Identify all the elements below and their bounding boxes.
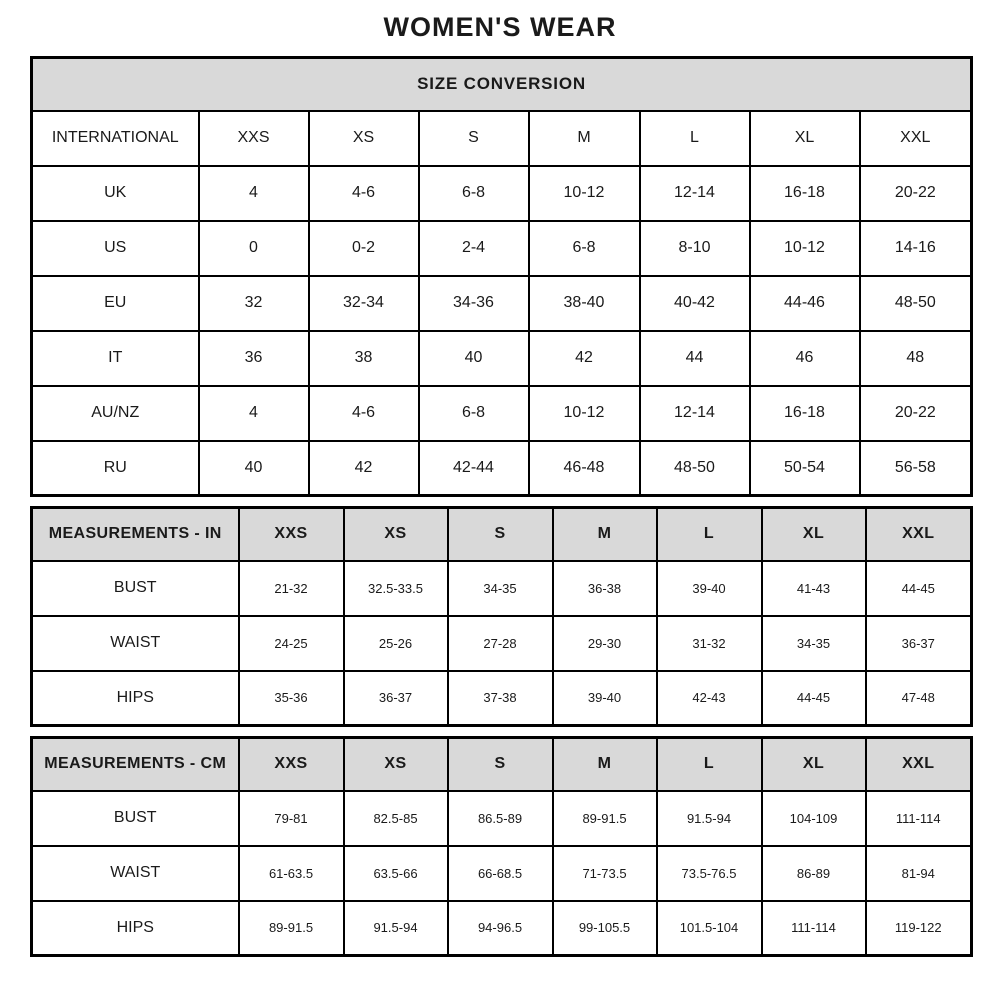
size-value-cell: 38 <box>309 331 419 386</box>
measurement-value-cell: 119-122 <box>866 901 972 956</box>
size-column-header: XL <box>762 508 866 561</box>
measurements-cm-table <box>30 736 973 957</box>
column-header-size: S <box>419 111 529 166</box>
size-value-cell: 42 <box>309 441 419 496</box>
measurements-in-row <box>32 561 972 616</box>
size-conversion-table <box>30 56 973 497</box>
size-conversion-header-row <box>32 58 972 111</box>
size-column-header: XXL <box>866 508 972 561</box>
measurement-label: WAIST <box>32 616 239 671</box>
column-header-size: XXS <box>199 111 309 166</box>
measurement-value-cell: 73.5-76.5 <box>657 846 762 901</box>
measurements-cm-row <box>32 846 972 901</box>
size-value-cell: 4-6 <box>309 166 419 221</box>
measurement-value-cell: 34-35 <box>762 616 866 671</box>
size-value-cell: 38-40 <box>529 276 640 331</box>
size-conversion-header: SIZE CONVERSION <box>32 58 972 111</box>
size-column-header: M <box>553 508 657 561</box>
size-value-cell: 40-42 <box>640 276 750 331</box>
size-column-header: XXS <box>239 738 344 791</box>
size-value-cell: 40 <box>419 331 529 386</box>
measurement-value-cell: 91.5-94 <box>344 901 448 956</box>
measurements-cm-row <box>32 791 972 846</box>
measurement-value-cell: 89-91.5 <box>239 901 344 956</box>
measurements-in-row <box>32 616 972 671</box>
size-value-cell: 46 <box>750 331 860 386</box>
measurement-value-cell: 61-63.5 <box>239 846 344 901</box>
measurement-value-cell: 32.5-33.5 <box>344 561 448 616</box>
measurement-value-cell: 41-43 <box>762 561 866 616</box>
measurement-value-cell: 36-38 <box>553 561 657 616</box>
size-value-cell: 10-12 <box>529 166 640 221</box>
measurement-value-cell: 31-32 <box>657 616 762 671</box>
size-value-cell: 10-12 <box>750 221 860 276</box>
measurement-value-cell: 35-36 <box>239 671 344 726</box>
measurement-value-cell: 39-40 <box>553 671 657 726</box>
measurement-value-cell: 63.5-66 <box>344 846 448 901</box>
measurement-value-cell: 91.5-94 <box>657 791 762 846</box>
size-value-cell: 10-12 <box>529 386 640 441</box>
size-value-cell: 0-2 <box>309 221 419 276</box>
size-column-header: XXL <box>866 738 972 791</box>
measurements-in-header: MEASUREMENTS - IN <box>32 508 239 561</box>
size-column-header: L <box>657 508 762 561</box>
measurement-value-cell: 101.5-104 <box>657 901 762 956</box>
size-value-cell: 32-34 <box>309 276 419 331</box>
measurement-value-cell: 34-35 <box>448 561 553 616</box>
size-conversion-columns-row <box>32 111 972 166</box>
size-column-header: XS <box>344 508 448 561</box>
measurements-cm-header: MEASUREMENTS - CM <box>32 738 239 791</box>
region-label: AU/NZ <box>32 386 199 441</box>
measurement-value-cell: 39-40 <box>657 561 762 616</box>
size-value-cell: 16-18 <box>750 386 860 441</box>
measurement-value-cell: 36-37 <box>866 616 972 671</box>
measurement-label: HIPS <box>32 671 239 726</box>
size-value-cell: 44 <box>640 331 750 386</box>
size-value-cell: 34-36 <box>419 276 529 331</box>
measurement-value-cell: 25-26 <box>344 616 448 671</box>
size-conversion-row <box>32 276 972 331</box>
measurement-value-cell: 89-91.5 <box>553 791 657 846</box>
measurement-value-cell: 99-105.5 <box>553 901 657 956</box>
column-header-size: XL <box>750 111 860 166</box>
measurement-label: HIPS <box>32 901 239 956</box>
measurement-label: BUST <box>32 791 239 846</box>
size-conversion-row <box>32 331 972 386</box>
measurement-label: BUST <box>32 561 239 616</box>
measurement-value-cell: 86.5-89 <box>448 791 553 846</box>
region-label: US <box>32 221 199 276</box>
column-header-size: L <box>640 111 750 166</box>
size-value-cell: 40 <box>199 441 309 496</box>
size-value-cell: 48-50 <box>860 276 972 331</box>
measurement-value-cell: 81-94 <box>866 846 972 901</box>
size-column-header: S <box>448 738 553 791</box>
size-value-cell: 42 <box>529 331 640 386</box>
measurement-value-cell: 104-109 <box>762 791 866 846</box>
size-value-cell: 4 <box>199 386 309 441</box>
size-value-cell: 36 <box>199 331 309 386</box>
measurements-cm-row <box>32 901 972 956</box>
measurement-value-cell: 24-25 <box>239 616 344 671</box>
size-value-cell: 4 <box>199 166 309 221</box>
measurement-value-cell: 44-45 <box>866 561 972 616</box>
measurement-value-cell: 27-28 <box>448 616 553 671</box>
size-value-cell: 20-22 <box>860 166 972 221</box>
region-label: RU <box>32 441 199 496</box>
size-column-header: S <box>448 508 553 561</box>
size-column-header: XL <box>762 738 866 791</box>
size-value-cell: 12-14 <box>640 166 750 221</box>
page-title: WOMEN'S WEAR <box>383 12 617 42</box>
measurements-in-row <box>32 671 972 726</box>
size-value-cell: 20-22 <box>860 386 972 441</box>
measurement-value-cell: 37-38 <box>448 671 553 726</box>
measurement-value-cell: 29-30 <box>553 616 657 671</box>
size-value-cell: 12-14 <box>640 386 750 441</box>
measurement-value-cell: 71-73.5 <box>553 846 657 901</box>
size-value-cell: 44-46 <box>750 276 860 331</box>
measurement-value-cell: 111-114 <box>866 791 972 846</box>
size-value-cell: 14-16 <box>860 221 972 276</box>
size-value-cell: 48-50 <box>640 441 750 496</box>
size-value-cell: 6-8 <box>419 386 529 441</box>
size-conversion-row <box>32 221 972 276</box>
size-conversion-row <box>32 441 972 496</box>
size-value-cell: 2-4 <box>419 221 529 276</box>
size-value-cell: 6-8 <box>419 166 529 221</box>
measurement-value-cell: 21-32 <box>239 561 344 616</box>
column-header-international: INTERNATIONAL <box>32 111 199 166</box>
size-value-cell: 42-44 <box>419 441 529 496</box>
measurement-value-cell: 82.5-85 <box>344 791 448 846</box>
size-value-cell: 48 <box>860 331 972 386</box>
region-label: EU <box>32 276 199 331</box>
measurement-value-cell: 44-45 <box>762 671 866 726</box>
size-column-header: L <box>657 738 762 791</box>
measurement-value-cell: 36-37 <box>344 671 448 726</box>
size-value-cell: 8-10 <box>640 221 750 276</box>
measurement-value-cell: 42-43 <box>657 671 762 726</box>
measurements-cm-header-row <box>32 738 972 791</box>
size-value-cell: 0 <box>199 221 309 276</box>
measurement-value-cell: 47-48 <box>866 671 972 726</box>
size-value-cell: 50-54 <box>750 441 860 496</box>
measurement-value-cell: 111-114 <box>762 901 866 956</box>
region-label: IT <box>32 331 199 386</box>
measurements-in-table <box>30 506 973 727</box>
column-header-size: XXL <box>860 111 972 166</box>
size-value-cell: 4-6 <box>309 386 419 441</box>
measurement-label: WAIST <box>32 846 239 901</box>
region-label: UK <box>32 166 199 221</box>
size-value-cell: 46-48 <box>529 441 640 496</box>
column-header-size: M <box>529 111 640 166</box>
column-header-size: XS <box>309 111 419 166</box>
size-column-header: XS <box>344 738 448 791</box>
measurement-value-cell: 79-81 <box>239 791 344 846</box>
size-value-cell: 32 <box>199 276 309 331</box>
measurement-value-cell: 66-68.5 <box>448 846 553 901</box>
size-conversion-row <box>32 386 972 441</box>
size-value-cell: 16-18 <box>750 166 860 221</box>
size-column-header: M <box>553 738 657 791</box>
size-value-cell: 6-8 <box>529 221 640 276</box>
measurements-in-header-row <box>32 508 972 561</box>
measurement-value-cell: 94-96.5 <box>448 901 553 956</box>
measurement-value-cell: 86-89 <box>762 846 866 901</box>
size-conversion-row <box>32 166 972 221</box>
size-value-cell: 56-58 <box>860 441 972 496</box>
size-column-header: XXS <box>239 508 344 561</box>
